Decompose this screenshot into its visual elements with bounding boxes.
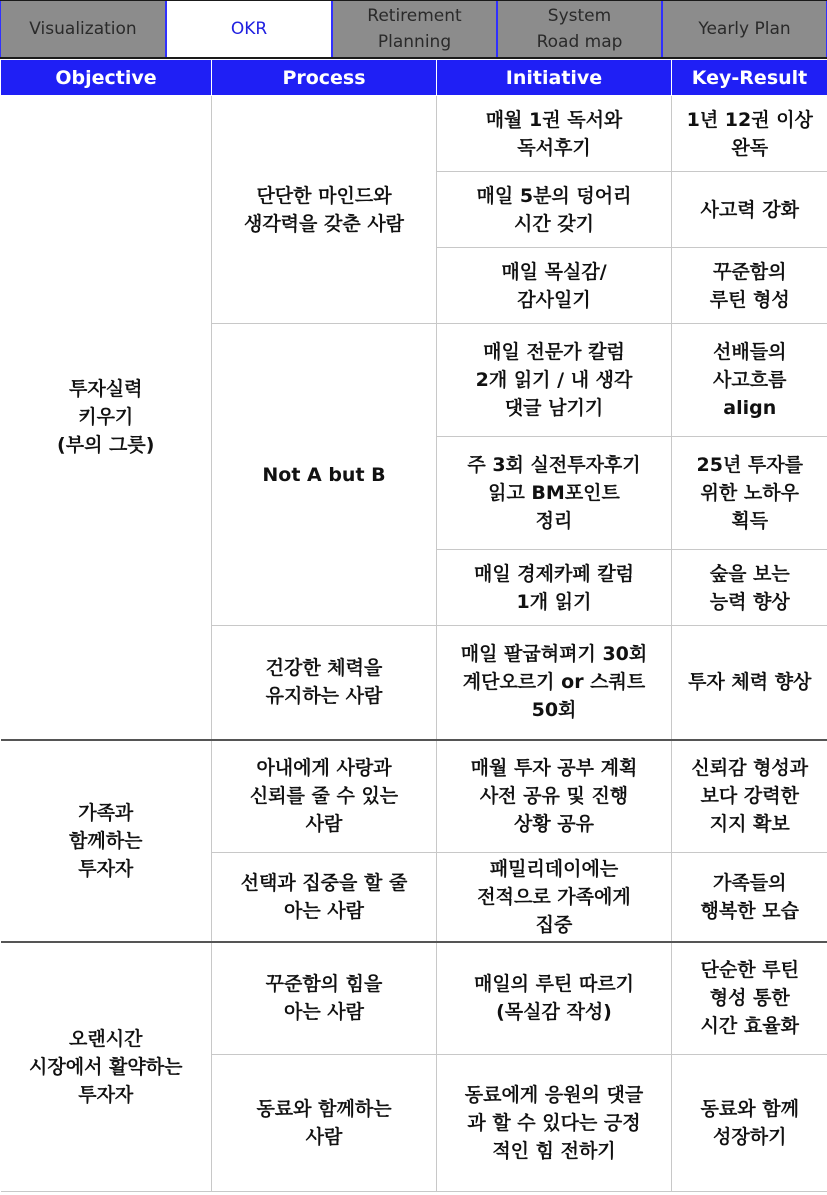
- process-cell: 아내에게 사랑과 신뢰를 줄 수 있는 사람: [212, 740, 437, 853]
- key-result-cell: 동료와 함께 성장하기: [672, 1055, 827, 1192]
- tab-retirement-planning[interactable]: Retirement Planning: [332, 1, 497, 57]
- tab-yearly-plan[interactable]: Yearly Plan: [662, 1, 827, 57]
- key-result-cell: 신뢰감 형성과 보다 강력한 지지 확보: [672, 740, 827, 853]
- key-result-cell: 단순한 루틴 형성 통한 시간 효율화: [672, 942, 827, 1055]
- process-cell: 꾸준함의 힘을 아는 사람: [212, 942, 437, 1055]
- tab-visualization[interactable]: Visualization: [0, 1, 166, 57]
- initiative-cell: 주 3회 실전투자후기 읽고 BM포인트 정리: [437, 437, 672, 550]
- initiative-cell: 매월 1권 독서와 독서후기: [437, 96, 672, 172]
- initiative-cell: 매일 전문가 칼럼 2개 읽기 / 내 생각 댓글 남기기: [437, 324, 672, 437]
- table-header-row: [1, 60, 827, 96]
- key-result-cell: 사고력 강화: [672, 172, 827, 248]
- initiative-cell: 매일 목실감/ 감사일기: [437, 248, 672, 324]
- column-header-process: Process: [212, 60, 437, 96]
- table-row: [1, 942, 827, 1055]
- key-result-cell: 숲을 보는 능력 향상: [672, 550, 827, 626]
- key-result-cell: 1년 12권 이상 완독: [672, 96, 827, 172]
- process-cell: Not A but B: [212, 324, 437, 626]
- initiative-cell: 매일 팔굽혀펴기 30회 계단오르기 or 스쿼트 50회: [437, 626, 672, 740]
- process-cell: 단단한 마인드와 생각력을 갖춘 사람: [212, 96, 437, 324]
- key-result-cell: 25년 투자를 위한 노하우 획득: [672, 437, 827, 550]
- initiative-cell: 매일의 루틴 따르기 (목실감 작성): [437, 942, 672, 1055]
- objective-cell: 투자실력 키우기 (부의 그릇): [1, 96, 212, 740]
- okr-table: [0, 59, 827, 1192]
- initiative-cell: 매일 5분의 덩어리 시간 갖기: [437, 172, 672, 248]
- tab-system-road-map[interactable]: System Road map: [497, 1, 662, 57]
- key-result-cell: 투자 체력 향상: [672, 626, 827, 740]
- key-result-cell: 꾸준함의 루틴 형성: [672, 248, 827, 324]
- initiative-cell: 매일 경제카페 칼럼 1개 읽기: [437, 550, 672, 626]
- column-header-objective: Objective: [1, 60, 212, 96]
- objective-cell: 가족과 함께하는 투자자: [1, 740, 212, 942]
- column-header-initiative: Initiative: [437, 60, 672, 96]
- key-result-cell: 가족들의 행복한 모습: [672, 853, 827, 942]
- objective-cell: 오랜시간 시장에서 활약하는 투자자: [1, 942, 212, 1192]
- tab-bar: [0, 0, 827, 59]
- column-header-key-result: Key-Result: [672, 60, 827, 96]
- process-cell: 동료와 함께하는 사람: [212, 1055, 437, 1192]
- tab-okr[interactable]: OKR: [166, 1, 332, 57]
- initiative-cell: 패밀리데이에는 전적으로 가족에게 집중: [437, 853, 672, 942]
- process-cell: 건강한 체력을 유지하는 사람: [212, 626, 437, 740]
- key-result-cell: 선배들의 사고흐름 align: [672, 324, 827, 437]
- initiative-cell: 매월 투자 공부 계획 사전 공유 및 진행 상황 공유: [437, 740, 672, 853]
- process-cell: 선택과 집중을 할 줄 아는 사람: [212, 853, 437, 942]
- table-row: [1, 96, 827, 172]
- table-row: [1, 740, 827, 853]
- initiative-cell: 동료에게 응원의 댓글 과 할 수 있다는 긍정 적인 힘 전하기: [437, 1055, 672, 1192]
